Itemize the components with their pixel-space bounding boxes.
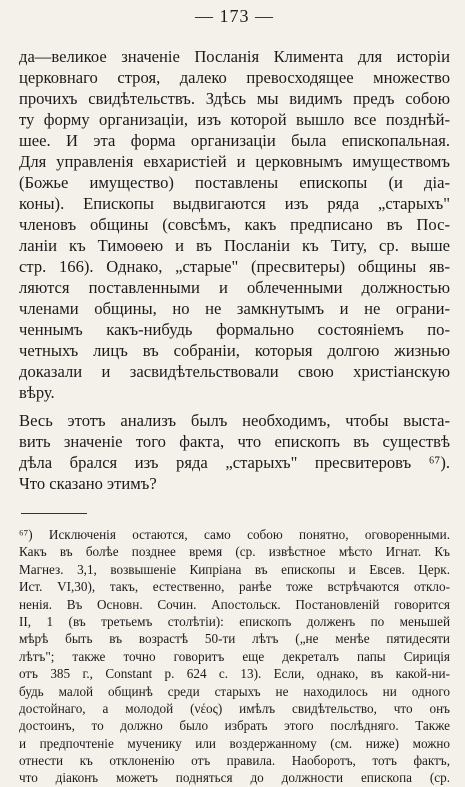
footnote-line: лѣтъ"; также точно говоритъ еще декреталъ папы Сириція: [19, 648, 450, 664]
text-line: вѣру.: [19, 383, 55, 402]
text-line: ченнымъ какъ-нибудь формально состояніемъ по-: [19, 320, 450, 339]
footnote-line: мѣрѣ быть въ возрастѣ 50-ти лѣтъ („не менѣе пятидесяти: [19, 631, 450, 647]
body-paragraph-2: [19, 410, 450, 494]
footnote-line: что діаконъ можетъ подняться до должности епископа (ср.: [19, 770, 450, 786]
text-line: дѣла брался изъ ряда „старыхъ" пресвитеровъ ⁶⁷).: [19, 453, 450, 472]
text-line: ляются поставленными и облеченными должностью: [19, 278, 450, 297]
footnote-line: будь малой общинѣ среди старыхъ не находилось ни одного: [19, 683, 450, 699]
text-line: коны). Епископы выдвигаются изъ ряда „старыхъ": [19, 194, 450, 213]
text-line: церковнаго строя, далеко превосходящее множество: [19, 68, 450, 87]
page-number: — 173 —: [195, 6, 274, 26]
footnote-line: Магнез. 3,1, возвышеніе Кипріана въ епископы и Евсев. Церк.: [19, 561, 450, 577]
text-line: ланіи къ Тимоѳею и въ Посланіи къ Титу, ср. выше: [19, 236, 450, 255]
footnote-line: и предпочтеніе мученику или воздержанному (см. ниже) можно: [19, 735, 450, 751]
text-line: стр. 166). Однако, „старые" (пресвитеры) общины яв-: [19, 257, 450, 276]
footnote-line: достоинъ, то должно было избрать этого послѣдняго. Также: [19, 718, 450, 734]
footnote-line: отнести къ отклоненію отъ правила. Наоборотъ, тотъ фактъ,: [19, 753, 450, 769]
footnote-line: достойнаго, а молодой (νέος) имѣлъ свидѣтельство, что онъ: [19, 700, 450, 716]
footnote-line: II, 1 (въ третьемъ столѣтіи): епископъ долженъ по меньшей: [19, 613, 450, 629]
text-line: ту форму организаціи, изъ которой вышло все позднѣй-: [19, 110, 450, 129]
footnote-line: ненія. Въ Основн. Сочин. Апостольск. Постановленій говорится: [19, 596, 450, 612]
footnote-67: [19, 526, 450, 787]
text-line: доказали и засвидѣтельствовали свою христіанскую: [19, 362, 450, 381]
text-line: Что сказано этимъ?: [19, 474, 157, 493]
footnote-line: Какъ въ болѣе позднее время (ср. извѣстное мѣсто Игнат. Къ: [19, 544, 450, 560]
text-line: да—великое значеніе Посланія Климента для исторіи: [19, 47, 450, 66]
footnote-line: Ист. VI,30), такъ, естественно, ранѣе тоже встрѣчаются откло-: [19, 579, 450, 595]
text-line: шее. И эта форма организаціи была епископальная.: [19, 131, 450, 150]
text-line: Весь этотъ анализъ былъ необходимъ, чтобы выста-: [19, 411, 450, 430]
body-paragraph-1: [19, 46, 450, 403]
footnote-line: ⁶⁷) Исключенія остаются, само собою понятно, оговоренными.: [19, 527, 450, 542]
text-line: вить значеніе того факта, что епископъ въ существѣ: [19, 432, 450, 451]
footnote-divider: [21, 513, 87, 514]
text-line: (Божье имущество) поставлены епископы (и діа-: [19, 173, 450, 192]
text-line: Для управленія евхаристіей и церковнымъ имуществомъ: [19, 152, 450, 171]
text-line: прочихъ свидѣтельствъ. Здѣсь мы видимъ предъ собою: [19, 89, 450, 108]
text-line: членами общины, но не замкнутымъ и не ограни-: [19, 299, 450, 318]
footnote-line: отъ 385 г., Constant p. 624 c. 13). Если, однако, въ какой-ни-: [19, 666, 450, 682]
text-line: членовъ общины (совсѣмъ, какъ предписано въ Пос-: [19, 215, 450, 234]
text-line: четныхъ лицъ въ собраніи, которыя долгою жизнью: [19, 341, 450, 360]
